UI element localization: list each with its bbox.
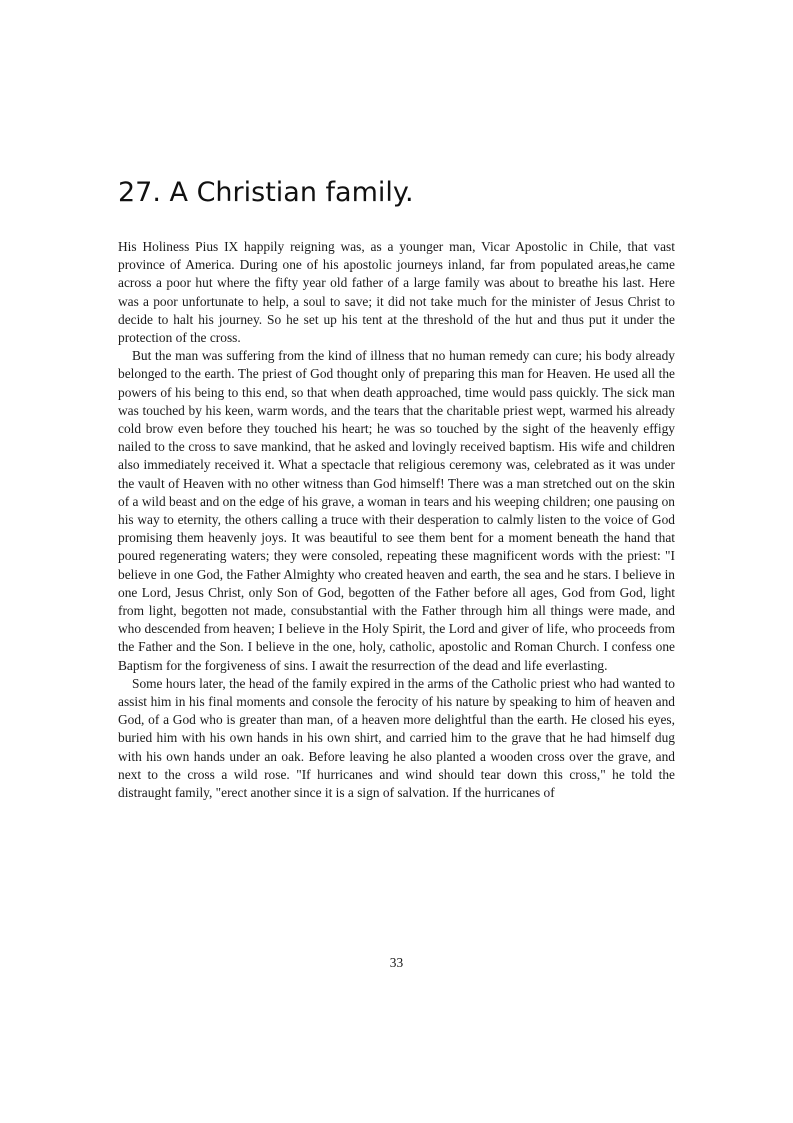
body-text (118, 238, 675, 802)
page-number: 33 (389, 955, 404, 970)
paragraph-2: But the man was suffering from the kind of illness that no human remedy can cure; his body already belonged to the earth. The priest of God thought only of preparing this man for Heaven. He used all the powers of his being to this end, so that when death approached, time would pass quickly. The sick man was touched by his keen, warm words, and the tears that the charitable priest wept, warmed his already cold brow even before they touched his heart; he was so touched by the sight of the heavenly effigy nailed to the cross to save mankind, that he asked and lovingly received baptism. His wife and children also immediately received it. What a spectacle that religious ceremony was, celebrated as it was under the vault of Heaven with no other witness than God himself! There was a man stretched out on the skin of a wild beast and on the edge of his grave, a woman in tears and his weeping children; one pausing on his way to eternity, the others calling a truce with their desperation to calmly listen to the voice of God promising them heavenly joys. It was beautiful to see them bent for a moment beneath the hand that poured regenerating waters; they were consoled, repeating these magnificent words with the priest: "I believe in one God, the Father Almighty who created heaven and earth, the sea and he stars. I believe in one Lord, Jesus Christ, only Son of God, begotten of the Father before all ages, God from God, light from light, begotten not made, consubstantial with the Father through him all things were made, and who descended from heaven; I believe in the Holy Spirit, the Lord and giver of life, who proceeds from the Father and the Son. I believe in the one, holy, catholic, apostolic and Roman Church. I confess one Baptism for the forgiveness of sins. I await the resurrection of the dead and life everlasting. (118, 348, 675, 673)
chapter-title: 27. A Christian family. (118, 177, 414, 208)
paragraph-3: Some hours later, the head of the family expired in the arms of the Catholic priest who had wanted to assist him in his final moments and console the ferocity of his nature by speaking to him of heaven and God, of a God who is greater than man, of a heaven more delightful than the earth. He closed his eyes, buried him with his own hands in his own shirt, and carried him to the grave that he had himself dug with his own hands under an oak. Before leaving he also planted a wooden cross over the grave, and next to the cross a wild rose. "If hurricanes and wind should tear down this cross," he told the distraught family, "erect another since it is a sign of salvation. If the hurricanes of (118, 675, 675, 801)
paragraph-1: His Holiness Pius IX happily reigning was, as a younger man, Vicar Apostolic in Chile, that vast province of America. During one of his apostolic journeys inland, far from populated areas,he came across a poor hut where the fifty year old father of a large family was about to breathe his last. Here was a poor unfortunate to help, a soul to save; it did not take much for the minister of Jesus Christ to decide to halt his journey. So he set up his tent at the threshold of the hut and thus put it under the protection of the cross. (118, 239, 675, 346)
